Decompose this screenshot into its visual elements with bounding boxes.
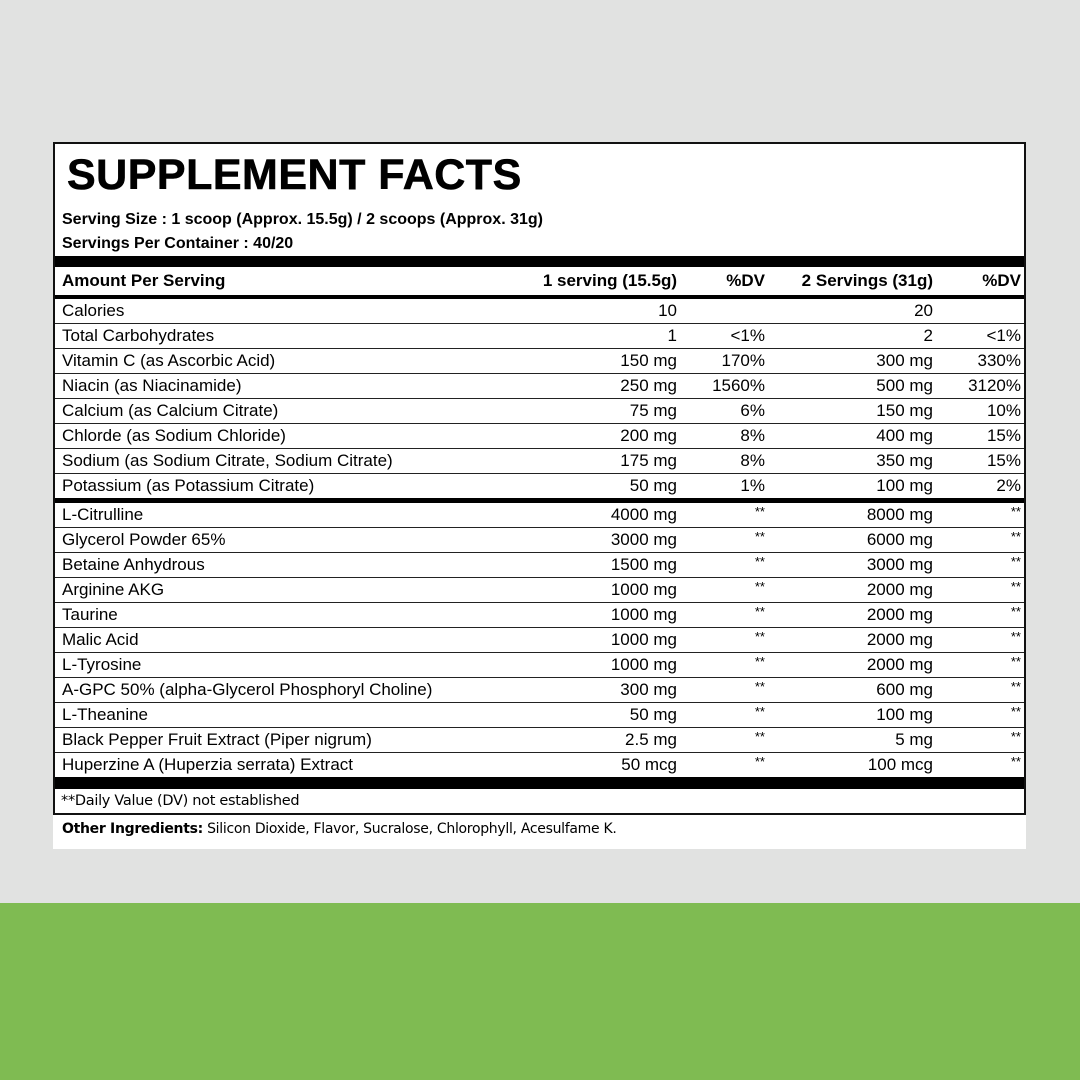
dv-two-servings: ** <box>1010 729 1021 744</box>
ingredient-name: A-GPC 50% (alpha-Glycerol Phosphoryl Choline) <box>62 680 433 699</box>
dv-two-servings: 3120% <box>968 376 1021 395</box>
amount-one-serving: 200 mg <box>620 426 677 445</box>
dv-two-servings: ** <box>1010 579 1021 594</box>
amount-two-servings: 100 mcg <box>867 755 933 774</box>
amount-one-serving: 50 mg <box>629 476 677 495</box>
amount-one-serving: 1000 mg <box>610 580 677 599</box>
dv-one-serving: 8% <box>740 451 765 470</box>
ingredient-name: Glycerol Powder 65% <box>62 530 226 549</box>
dv-one-serving: ** <box>754 604 765 619</box>
ingredient-name: Black Pepper Fruit Extract (Piper nigrum) <box>62 730 372 749</box>
ingredient-name: L-Tyrosine <box>62 655 142 674</box>
amount-two-servings: 300 mg <box>876 351 933 370</box>
thick-divider <box>55 256 1024 267</box>
header-one-serving: 1 serving (15.5g) <box>542 271 677 290</box>
table-row <box>55 299 1024 323</box>
amount-two-servings: 350 mg <box>876 451 933 470</box>
table-row <box>55 373 1024 398</box>
amount-one-serving: 250 mg <box>620 376 677 395</box>
dv-one-serving: 1% <box>740 476 765 495</box>
ingredient-name: Betaine Anhydrous <box>62 555 205 574</box>
ingredient-name: L-Citrulline <box>62 505 144 524</box>
dv-two-servings: ** <box>1010 554 1021 569</box>
amount-two-servings: 500 mg <box>876 376 933 395</box>
dv-two-servings: 330% <box>977 351 1021 370</box>
dv-one-serving: ** <box>754 654 765 669</box>
header-dv-two: %DV <box>982 271 1021 290</box>
ingredient-name: Calcium (as Calcium Citrate) <box>62 401 279 420</box>
amount-two-servings: 20 <box>914 301 933 320</box>
table-header <box>55 267 1024 295</box>
amount-one-serving: 4000 mg <box>610 505 677 524</box>
dv-two-servings: ** <box>1010 654 1021 669</box>
dv-one-serving: 1560% <box>712 376 765 395</box>
dv-one-serving: ** <box>754 529 765 544</box>
bottom-divider <box>55 777 1024 789</box>
table-row <box>55 527 1024 552</box>
ingredient-name: Chlorde (as Sodium Chloride) <box>62 426 286 445</box>
dv-two-servings: ** <box>1010 604 1021 619</box>
ingredient-name: Total Carbohydrates <box>62 326 215 345</box>
table-row <box>55 727 1024 752</box>
amount-two-servings: 2 <box>923 326 933 345</box>
dv-two-servings: ** <box>1010 704 1021 719</box>
table-row <box>55 423 1024 448</box>
amount-two-servings: 8000 mg <box>866 505 933 524</box>
amount-two-servings: 5 mg <box>895 730 933 749</box>
amount-two-servings: 2000 mg <box>866 630 933 649</box>
table-row <box>55 348 1024 373</box>
ingredient-name: Taurine <box>62 605 118 624</box>
amount-two-servings: 3000 mg <box>866 555 933 574</box>
ingredient-name: Huperzine A (Huperzia serrata) Extract <box>62 755 354 774</box>
dv-two-servings: 2% <box>996 476 1021 495</box>
other-ingredients-label: Other Ingredients: <box>62 821 203 837</box>
ingredient-name: Vitamin C (as Ascorbic Acid) <box>62 351 276 370</box>
table-row <box>55 577 1024 602</box>
amount-two-servings: 150 mg <box>876 401 933 420</box>
amount-one-serving: 10 <box>658 301 677 320</box>
ingredient-name: Calories <box>62 301 125 320</box>
amount-one-serving: 1000 mg <box>610 630 677 649</box>
table-row <box>55 323 1024 348</box>
ingredient-name: Niacin (as Niacinamide) <box>62 376 242 395</box>
ingredient-name: L-Theanine <box>62 705 149 724</box>
table-row <box>55 473 1024 498</box>
amount-two-servings: 2000 mg <box>866 580 933 599</box>
amount-two-servings: 400 mg <box>876 426 933 445</box>
dv-two-servings: ** <box>1010 679 1021 694</box>
dv-one-serving: ** <box>754 504 765 519</box>
header-dv-one: %DV <box>726 271 765 290</box>
dv-two-servings: ** <box>1010 504 1021 519</box>
amount-two-servings: 100 mg <box>876 705 933 724</box>
ingredient-rows <box>55 503 1024 777</box>
header-two-servings: 2 Servings (31g) <box>801 271 933 290</box>
dv-one-serving: ** <box>754 629 765 644</box>
table-row <box>55 702 1024 727</box>
nutrient-rows <box>55 299 1024 498</box>
dv-two-servings: 10% <box>986 401 1021 420</box>
amount-two-servings: 100 mg <box>876 476 933 495</box>
table-row <box>55 602 1024 627</box>
dv-one-serving: 8% <box>740 426 765 445</box>
amount-two-servings: 6000 mg <box>866 530 933 549</box>
supplement-facts-box <box>53 142 1026 815</box>
amount-one-serving: 2.5 mg <box>625 730 677 749</box>
table-row <box>55 752 1024 777</box>
dv-two-servings: 15% <box>986 451 1021 470</box>
green-footer-band <box>0 903 1080 1080</box>
label-title: SUPPLEMENT FACTS <box>67 151 522 199</box>
ingredient-name: Arginine AKG <box>62 580 165 599</box>
dv-one-serving: ** <box>754 754 765 769</box>
other-ingredients-text: Silicon Dioxide, Flavor, Sucralose, Chlorophyll, Acesulfame K. <box>202 821 617 837</box>
dv-one-serving: ** <box>754 729 765 744</box>
amount-one-serving: 50 mcg <box>621 755 677 774</box>
amount-two-servings: 2000 mg <box>866 605 933 624</box>
dv-one-serving: <1% <box>730 326 765 345</box>
amount-one-serving: 175 mg <box>620 451 677 470</box>
amount-two-servings: 2000 mg <box>866 655 933 674</box>
amount-one-serving: 1000 mg <box>610 655 677 674</box>
amount-one-serving: 1500 mg <box>610 555 677 574</box>
table-row <box>55 677 1024 702</box>
amount-one-serving: 1000 mg <box>610 605 677 624</box>
ingredient-name: Potassium (as Potassium Citrate) <box>62 476 315 495</box>
other-ingredients <box>53 815 1026 849</box>
amount-two-servings: 600 mg <box>876 680 933 699</box>
header-amount-per-serving: Amount Per Serving <box>62 271 226 290</box>
table-row <box>55 652 1024 677</box>
table-row <box>55 552 1024 577</box>
dv-two-servings: ** <box>1010 529 1021 544</box>
dv-one-serving: 6% <box>740 401 765 420</box>
table-row <box>55 503 1024 527</box>
servings-per-container: Servings Per Container : 40/20 <box>62 235 294 252</box>
table-row <box>55 398 1024 423</box>
dv-one-serving: ** <box>754 554 765 569</box>
amount-one-serving: 1 <box>667 326 677 345</box>
ingredient-name: Malic Acid <box>62 630 139 649</box>
amount-one-serving: 300 mg <box>620 680 677 699</box>
dv-footnote: **Daily Value (DV) not established <box>61 793 300 809</box>
amount-one-serving: 75 mg <box>629 401 677 420</box>
table-row <box>55 448 1024 473</box>
dv-one-serving: ** <box>754 704 765 719</box>
dv-one-serving: ** <box>754 679 765 694</box>
amount-one-serving: 3000 mg <box>610 530 677 549</box>
dv-two-servings: <1% <box>986 326 1021 345</box>
amount-one-serving: 150 mg <box>620 351 677 370</box>
ingredient-name: Sodium (as Sodium Citrate, Sodium Citrate) <box>62 451 393 470</box>
dv-two-servings: 15% <box>986 426 1021 445</box>
dv-one-serving: 170% <box>721 351 765 370</box>
dv-two-servings: ** <box>1010 754 1021 769</box>
table-row <box>55 627 1024 652</box>
dv-one-serving: ** <box>754 579 765 594</box>
serving-size: Serving Size : 1 scoop (Approx. 15.5g) / 2 scoops (Approx. 31g) <box>62 211 543 228</box>
supplement-facts-label <box>53 142 1026 849</box>
amount-one-serving: 50 mg <box>629 705 677 724</box>
dv-two-servings: ** <box>1010 629 1021 644</box>
